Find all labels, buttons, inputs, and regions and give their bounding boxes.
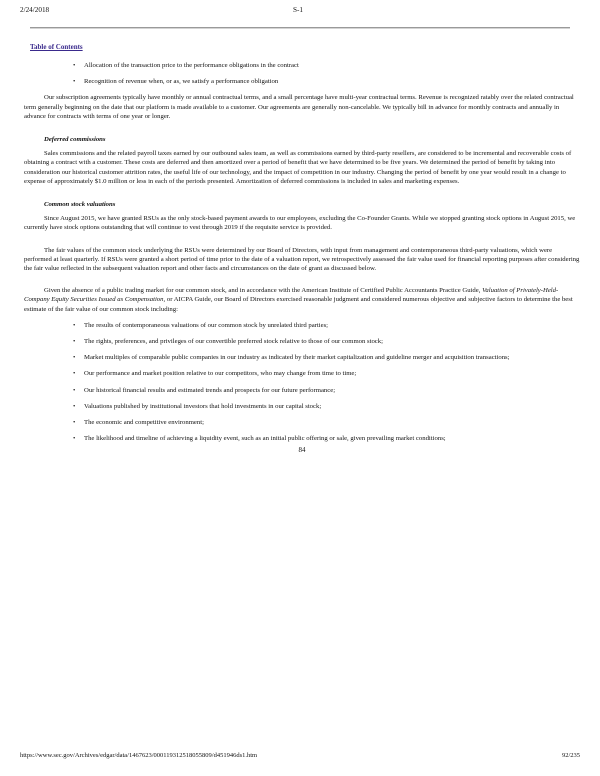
list-item: • The likelihood and timeline of achieving a liquidity event, such as an initial public offering or sale, given prevailing market conditions; <box>73 435 446 443</box>
list-item: • The economic and competitive environment; <box>73 419 204 427</box>
section-heading-common-stock: Common stock valuations <box>44 201 116 209</box>
bullet-icon: • <box>73 338 76 346</box>
print-date: 2/24/2018 <box>20 6 50 14</box>
common-stock-paragraph-3: Given the absence of a public trading market for our common stock, and in accordance with the American Institute of Certified Public Accountants Practice Guide, Valuation of Privately-Held-Company Equity Securities Issued as Compensation, or AICPA Guide, our Board of Directors exercised reasonable judgment and considered numerous objective and subjective factors to determine the best estimate of the fair value of our common stock including: <box>24 287 573 313</box>
list-item: • The rights, preferences, and privileges of our convertible preferred stock relative to those of our common stock; <box>73 338 383 346</box>
bullet-icon: • <box>73 435 76 443</box>
list-item: • Recognition of revenue when, or as, we satisfy a performance obligation <box>73 78 279 86</box>
document-body <box>24 61 580 456</box>
source-url: https://www.sec.gov/Archives/edgar/data/1467623/000119312518055809/d451946ds1.htm <box>20 752 258 759</box>
bullet-icon: • <box>73 354 76 362</box>
print-page-counter: 92/235 <box>561 752 580 759</box>
list-item: • Allocation of the transaction price to the performance obligations in the contract <box>73 62 299 69</box>
page-number: 84 <box>298 446 306 455</box>
subscription-paragraph: Our subscription agreements typically have monthly or annual contractual terms, and a small percentage have multi-year contractual terms. Revenue is recognized ratably over the related contractual term generally beginning on the date that our platform is made available to a customer. Our agreements are generally non-cancelable. We typically bill in advance for monthly contracts and annually in advance for contracts with terms of one year or longer. <box>24 94 574 120</box>
bullet-icon: • <box>73 321 76 329</box>
list-item: • The results of contemporaneous valuations of our common stock by unrelated third parties; <box>73 321 329 329</box>
bullet-icon: • <box>73 78 76 86</box>
common-stock-paragraph-1: Since August 2015, we have granted RSUs as the only stock-based payment awards to our employees, excluding the Co-Founder Grants. While we stopped granting stock options in August 2015, we currently have stock options outstanding that will continue to vest through 2019 if the requisite service is provided. <box>24 215 576 232</box>
deferred-commissions-paragraph: Sales commissions and the related payroll taxes earned by our outbound sales team, as well as commissions earned by third-party resellers, are considered to be incremental and recoverable costs of obtaining a contract with a customer. These costs are deferred and then amortized over a period of benefit that we have determined to be five years. We determined the period of benefit by taking into consideration our historical customer attrition rates, the useful life of our technology, and the impact of competition in our industry. Changing the period of benefit by one year would result in a change to expense of approximately $1.0 million or less in each of the periods presented. Amortization of deferred commissions is included in sales and marketing expenses. <box>24 150 572 185</box>
section-heading-deferred-commissions: Deferred commissions <box>44 136 106 144</box>
header-divider <box>30 27 570 29</box>
list-item: • Our historical financial results and estimated trends and prospects for our future performance; <box>73 386 336 394</box>
document-title: S-1 <box>293 6 303 14</box>
bullet-icon: • <box>73 62 76 69</box>
bullet-icon: • <box>73 370 76 378</box>
list-item: • Our performance and market position relative to our competitors, who may change from time to time; <box>73 370 357 378</box>
list-item: • Valuations published by institutional investors that hold investments in our capital stock; <box>73 402 322 410</box>
table-of-contents-link[interactable]: Table of Contents <box>30 43 83 51</box>
bullet-icon: • <box>73 386 76 394</box>
bullet-icon: • <box>73 402 76 410</box>
aicpa-guide-title: Valuation of Privately-Held-Company Equity Securities Issued as Compensation, <box>24 287 559 304</box>
bullet-icon: • <box>73 419 76 427</box>
print-header <box>20 6 580 18</box>
list-item: • Market multiples of comparable public companies in our industry as indicated by their market capitalization and guideline merger and acquisition transactions; <box>73 354 510 362</box>
common-stock-paragraph-2: The fair values of the common stock underlying the RSUs were determined by our Board of Directors, with input from management and contemporaneous third-party valuations, which were performed at least quarterly. If RSUs were granted a short period of time prior to the date of a valuation report, we retrospectively assessed the fair value used for financial reporting purposes after considering the fair value reflected in the subsequent valuation report and other facts and circumstances on the date of grant as discussed below. <box>24 246 580 273</box>
